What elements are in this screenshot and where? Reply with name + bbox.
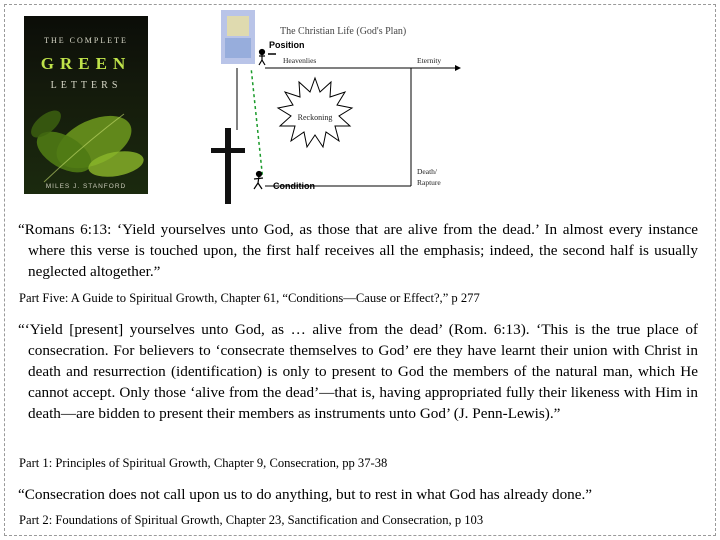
position-label: Position — [269, 40, 305, 50]
book-title-line1: THE COMPLETE — [44, 36, 128, 45]
stick-figure-bottom-icon — [254, 172, 263, 190]
leaf-illustration — [24, 94, 148, 184]
reckoning-label: Reckoning — [297, 113, 333, 122]
quote-2 — [18, 319, 698, 424]
christian-life-diagram — [205, 8, 475, 204]
stick-figure-top-icon — [259, 50, 265, 66]
quote-1 — [18, 219, 698, 282]
book-title-line3: LETTERS — [50, 80, 122, 91]
diagram-title: The Christian Life (God's Plan) — [280, 26, 407, 37]
quote-3-text: “Consecration does not call upon us to do anything, but to rest in what God has already done.” — [18, 486, 593, 503]
book-author: MILES J. STANFORD — [45, 183, 127, 190]
heavenlies-label: Heavenlies — [283, 56, 317, 65]
book-cover — [24, 16, 148, 194]
quote-2-text: “‘Yield [present] yourselves unto God, as … alive from the dead’ (Rom. 6:13). ‘This is the true place of consecration. For believers to ‘consecrate themselves to God’ ere they have learnt their union with Christ in death and resurrection (identification) is only to present to God the members of the natural man, which He cannot accept. Only those ‘alive from the dead’—that is, having appropriated fully their likeness with Him in death—are bidden to present their members as instruments unto God’ (J. Penn-Lewis).” — [18, 321, 698, 422]
quote-1-text: “Romans 6:13: ‘Yield yourselves unto God, as those that are alive from the dead.’ In almost every instance where this verse is touched upon, the first half receives all the emphasis; indeed, the second half is usually neglected altogether.” — [18, 221, 698, 280]
cross-icon — [211, 128, 245, 204]
eternity-label: Eternity — [417, 56, 442, 65]
citation-3: Part 2: Foundations of Spiritual Growth, Chapter 23, Sanctification and Consecration, p 103 — [19, 513, 484, 527]
citation-1: Part Five: A Guide to Spiritual Growth, Chapter 61, “Conditions—Cause or Effect?,” p 277 — [19, 291, 480, 305]
rapture-label: Rapture — [417, 178, 441, 187]
death-label: Death/ — [417, 167, 437, 176]
book-title-line2: GREEN — [40, 54, 132, 73]
quote-3 — [18, 484, 698, 505]
citation-2: Part 1: Principles of Spiritual Growth, Chapter 9, Consecration, pp 37-38 — [19, 456, 388, 470]
condition-label: Condition — [273, 181, 315, 191]
